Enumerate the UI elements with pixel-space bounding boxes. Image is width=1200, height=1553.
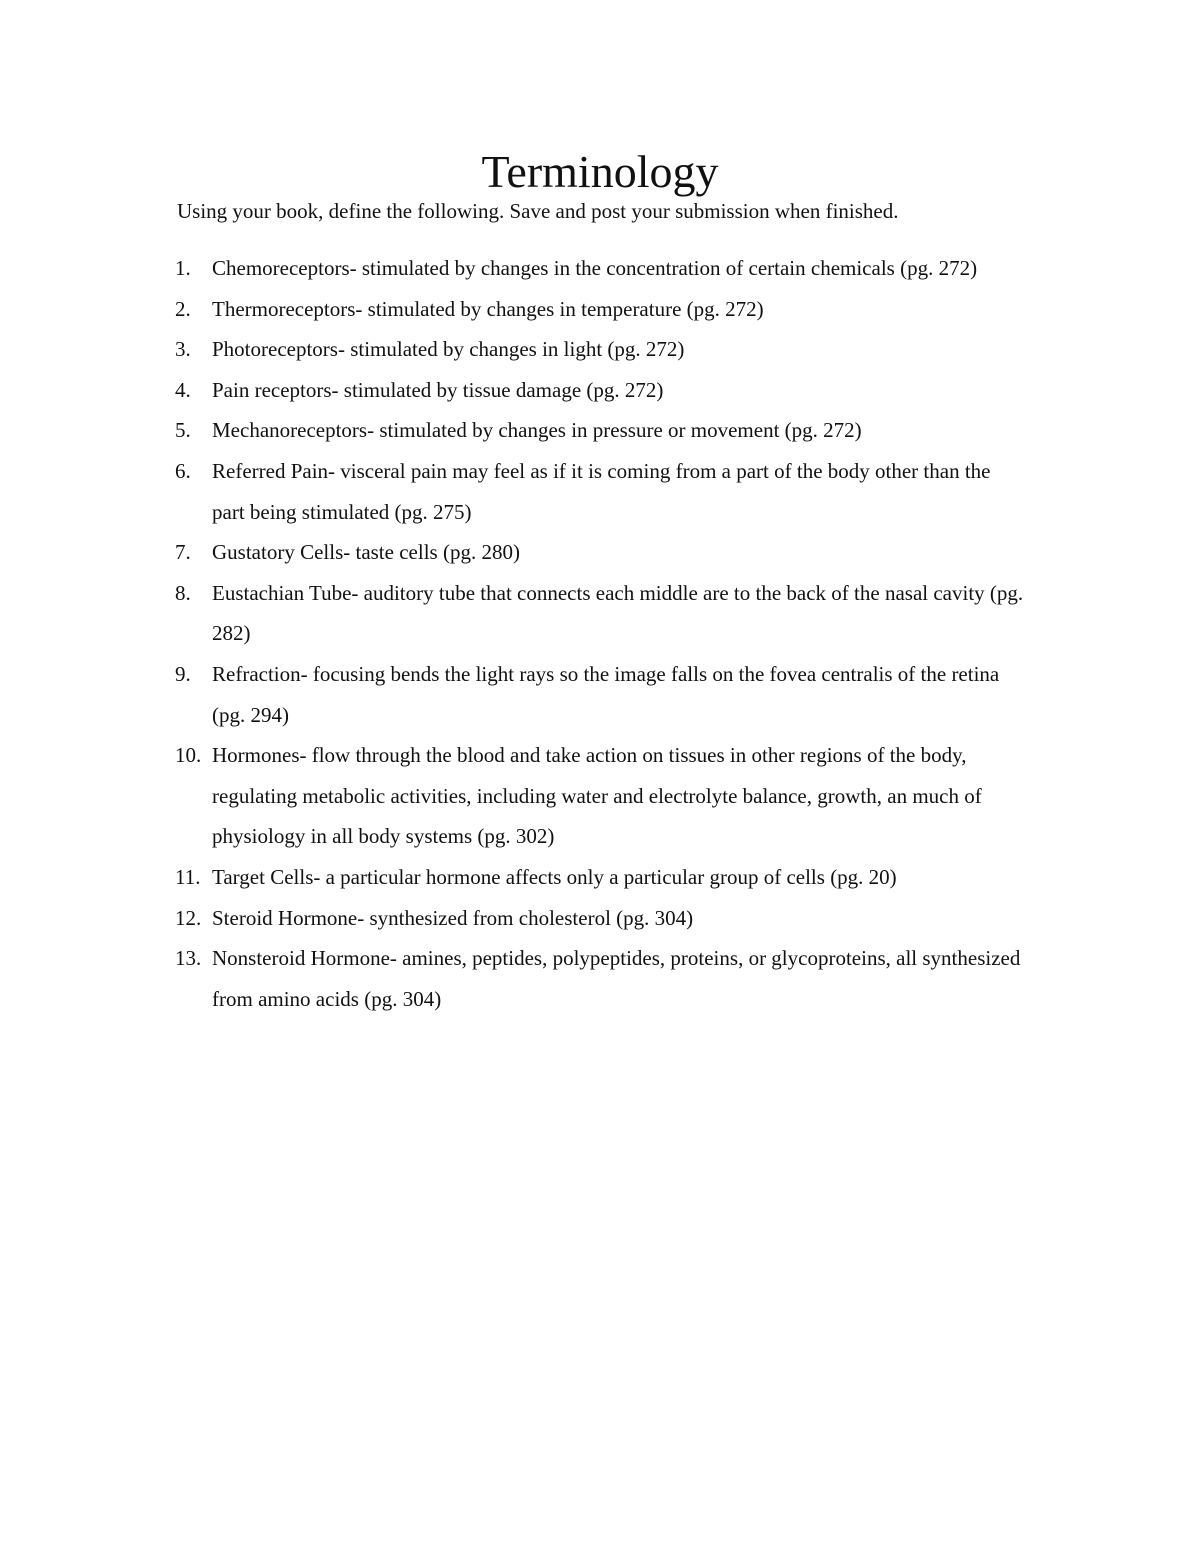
list-item-text: Hormones- flow through the blood and take action on tissues in other regions of the body, regulating metabolic activities, including water and electrolyte balance, growth, an much of physiology in all body systems (pg. 302) [212, 743, 982, 849]
list-item-number: 3. [175, 337, 191, 362]
list-item [0, 857, 1200, 898]
list-item-text: Gustatory Cells- taste cells (pg. 280) [212, 540, 520, 565]
list-item-text: Thermoreceptors- stimulated by changes in temperature (pg. 272) [212, 296, 764, 321]
list-item [0, 735, 1200, 857]
list-item-number: 8. [175, 580, 191, 605]
list-item-number: 12. [175, 905, 202, 930]
list-item-number: 10. [175, 743, 202, 768]
list-item [0, 248, 1200, 289]
list-item-text: Photoreceptors- stimulated by changes in light (pg. 272) [212, 337, 685, 362]
instructions-text: Using your book, define the following. Save and post your submission when finished. [177, 199, 899, 223]
list-item-text: Nonsteroid Hormone- amines, peptides, polypeptides, proteins, or glycoproteins, all synthesized from amino acids (pg. 304) [212, 946, 1021, 1011]
list-item-number: 4. [175, 377, 191, 402]
list-item [0, 289, 1200, 330]
list-item-number: 13. [175, 946, 202, 971]
list-item-text: Refraction- focusing bends the light rays so the image falls on the fovea centralis of the retina (pg. 294) [212, 661, 1000, 727]
list-item-text: Steroid Hormone- synthesized from cholesterol (pg. 304) [212, 905, 694, 930]
list-item-number: 7. [175, 540, 191, 565]
list-item-text: Target Cells- a particular hormone affects only a particular group of cells (pg. 20) [212, 864, 897, 889]
list-item [0, 532, 1200, 573]
list-item-number: 2. [175, 296, 191, 321]
list-item [0, 451, 1200, 532]
list-item-number: 5. [175, 418, 191, 443]
list-item [0, 938, 1200, 1019]
list-item [0, 329, 1200, 370]
list-item-number: 1. [175, 256, 191, 280]
list-item-text: Eustachian Tube- auditory tube that connects each middle are to the back of the nasal cavity (pg. 282) [212, 580, 1024, 646]
list-item [0, 410, 1200, 451]
list-item-text: Pain receptors- stimulated by tissue damage (pg. 272) [212, 377, 664, 402]
list-item-text: Mechanoreceptors- stimulated by changes in pressure or movement (pg. 272) [212, 418, 862, 443]
list-item-number: 9. [175, 661, 191, 686]
list-item [0, 898, 1200, 939]
terminology-list [0, 248, 1200, 1019]
list-item [0, 654, 1200, 735]
list-item [0, 370, 1200, 411]
list-item [0, 573, 1200, 654]
list-item-number: 11. [175, 864, 201, 889]
list-item-number: 6. [175, 458, 191, 483]
page-title: Terminology [481, 146, 719, 197]
list-item-text: Chemoreceptors- stimulated by changes in the concentration of certain chemicals (pg. 272) [212, 256, 978, 280]
list-item-text: Referred Pain- visceral pain may feel as if it is coming from a part of the body other than the part being stimulated (pg. 275) [212, 458, 991, 524]
